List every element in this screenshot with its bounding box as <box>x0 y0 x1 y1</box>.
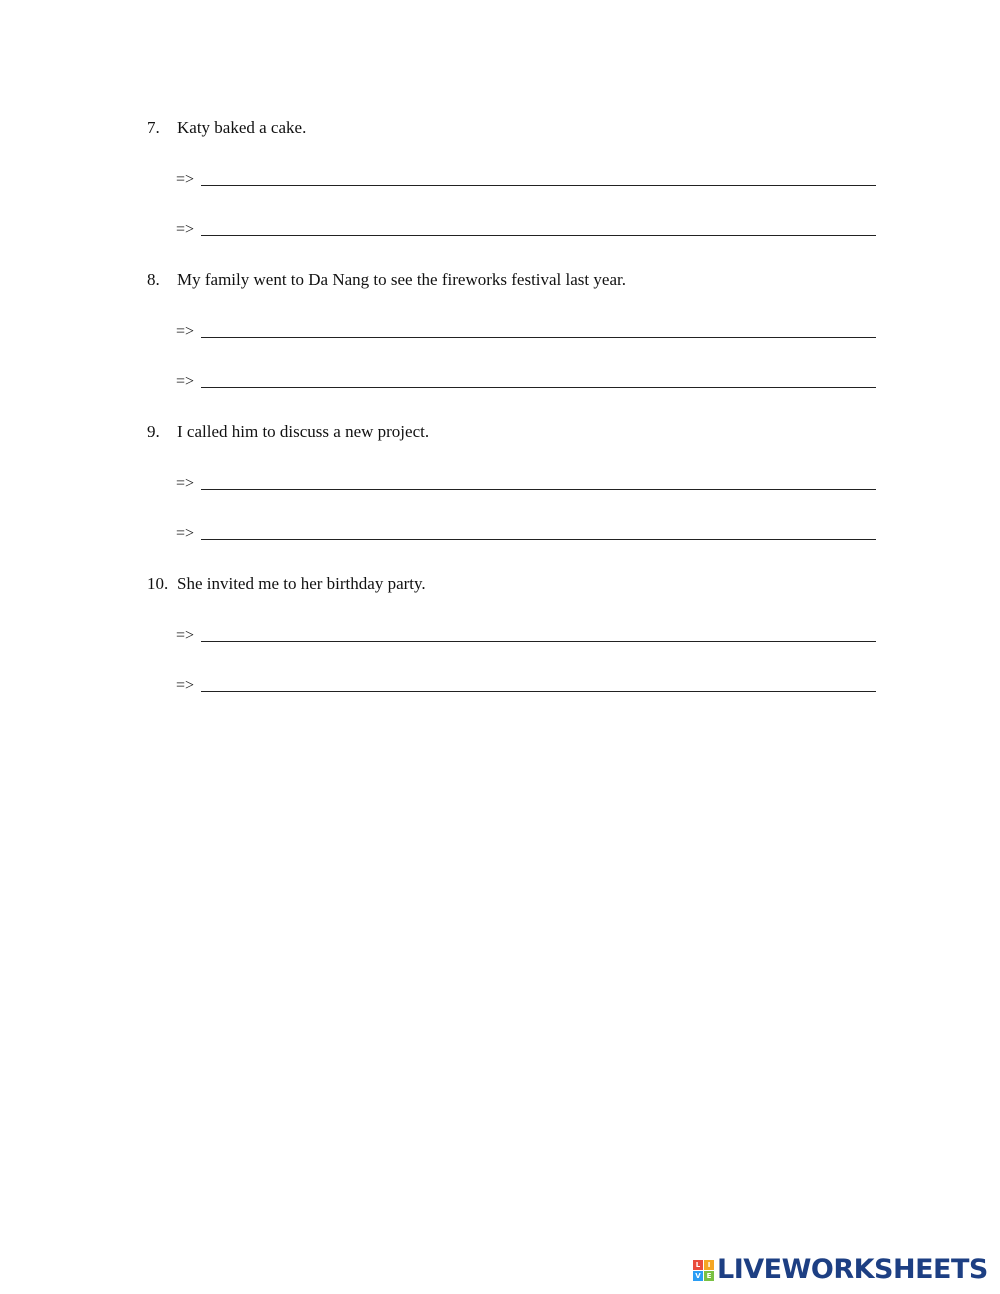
question-sentence: I called him to discuss a new project. <box>177 422 430 441</box>
logo-mark-cell: V <box>693 1271 703 1281</box>
answer-row <box>176 218 876 242</box>
answer-row <box>176 674 876 698</box>
question-number: 7. <box>147 118 160 137</box>
question-line <box>147 268 626 292</box>
answer-blank-line[interactable] <box>201 539 876 540</box>
answer-blank-line[interactable] <box>201 387 876 388</box>
answer-blank-line[interactable] <box>201 641 876 642</box>
logo-text: LIVEWORKSHEETS <box>717 1254 988 1285</box>
question-sentence: My family went to Da Nang to see the fireworks festival last year. <box>177 270 626 289</box>
liveworksheets-logo <box>693 1255 988 1285</box>
question-number: 10. <box>147 574 169 593</box>
answer-row <box>176 624 876 648</box>
answer-arrow: => <box>176 627 195 644</box>
question-sentence: Katy baked a cake. <box>177 118 307 137</box>
logo-mark-cell: I <box>704 1260 714 1270</box>
answer-row <box>176 472 876 496</box>
answer-blank-line[interactable] <box>201 691 876 692</box>
answer-blank-line[interactable] <box>201 235 876 236</box>
logo-mark-icon <box>693 1260 714 1281</box>
question-line <box>147 116 306 140</box>
answer-arrow: => <box>176 323 195 340</box>
question-number: 8. <box>147 270 160 289</box>
answer-row <box>176 522 876 546</box>
answer-arrow: => <box>176 373 195 390</box>
answer-arrow: => <box>176 475 195 492</box>
logo-mark-cell: E <box>704 1271 714 1281</box>
answer-arrow: => <box>176 525 195 542</box>
answer-blank-line[interactable] <box>201 337 876 338</box>
question-line <box>147 420 429 444</box>
question-line <box>147 572 426 596</box>
answer-blank-line[interactable] <box>201 185 876 186</box>
answer-blank-line[interactable] <box>201 489 876 490</box>
answer-arrow: => <box>176 171 195 188</box>
logo-mark-cell: L <box>693 1260 703 1270</box>
answer-row <box>176 168 876 192</box>
question-number: 9. <box>147 422 160 441</box>
question-sentence: She invited me to her birthday party. <box>177 574 426 593</box>
answer-arrow: => <box>176 221 195 238</box>
answer-arrow: => <box>176 677 195 694</box>
answer-row <box>176 370 876 394</box>
answer-row <box>176 320 876 344</box>
